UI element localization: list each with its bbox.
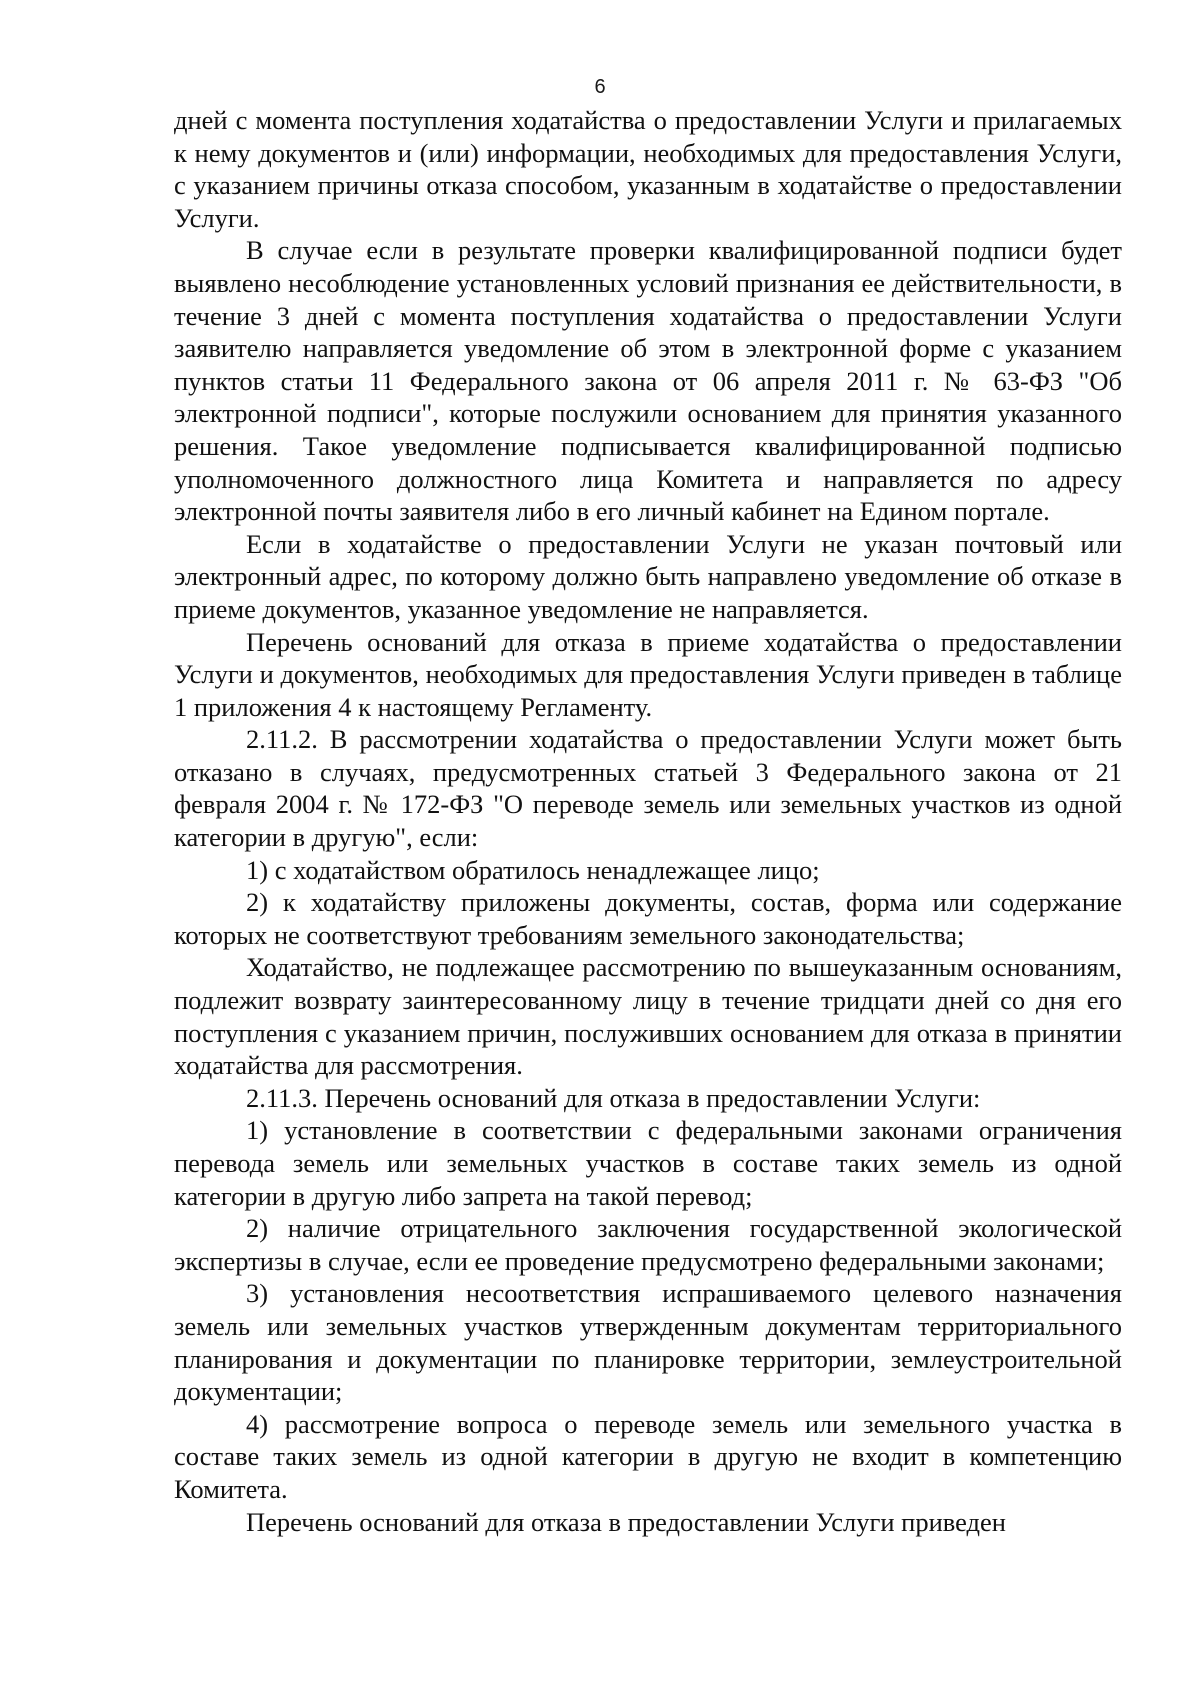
document-body (174, 104, 1122, 1538)
list-item: 2) наличие отрицательного заключения государственной экологической экспертизы в случае, если ее проведение предусмотрено федеральными законами; (174, 1213, 1122, 1276)
page-number: 6 (594, 76, 606, 98)
list-item: 1) установление в соответствии с федеральными законами ограничения перевода земель или земельных участков в составе таких земель из одной категории в другую либо запрета на такой перевод; (174, 1115, 1122, 1211)
section-heading: 2.11.3. Перечень оснований для отказа в предоставлении Услуги: (246, 1082, 981, 1113)
paragraph: дней с момента поступления ходатайства о предоставлении Услуги и прилагаемых к нему документов и (или) информации, необходимых для предоставления Услуги, с указанием причины отказа способом, указанным в ходатайстве о предоставлении Услуги. (174, 105, 1122, 233)
paragraph: Если в ходатайстве о предоставлении Услуги не указан почтовый или электронный адрес, по которому должно быть направлено уведомление об отказе в приеме документов, указанное уведомление не направляется. (174, 528, 1122, 624)
list-item: 2) к ходатайству приложены документы, состав, форма или содержание которых не соответствуют требованиям земельного законодательства; (174, 887, 1122, 950)
paragraph: Ходатайство, не подлежащее рассмотрению по вышеуказанным основаниям, подлежит возврату заинтересованному лицу в течение тридцати дней со дня его поступления с указанием причин, послуживших основанием для отказа в принятии ходатайства для рассмотрения. (174, 952, 1122, 1081)
paragraph: В случае если в результате проверки квалифицированной подписи будет выявлено несоблюдение установленных условий признания ее действительности, в течение 3 дней с момента поступления ходатайства о предоставлении Услуги заявителю направляется уведомление об этом в электронной форме с указанием пунктов статьи 11 Федерального закона от 06 апреля 2011 г. № 63-ФЗ "Об электронной подписи", которые послужили основанием для принятия указанного решения. Такое уведомление подписывается квалифицированной подписью уполномоченного должностного лица Комитета и направляется по адресу электронной почты заявителя либо в его личный кабинет на Едином портале. (174, 235, 1122, 527)
list-item: 1) с ходатайством обратилось ненадлежащее лицо; (246, 854, 820, 885)
paragraph: 2.11.2. В рассмотрении ходатайства о предоставлении Услуги может быть отказано в случаях, предусмотренных статьей 3 Федерального закона от 21 февраля 2004 г. № 172-ФЗ "О переводе земель или земельных участков из одной категории в другую", если: (174, 724, 1122, 853)
paragraph: Перечень оснований для отказа в приеме ходатайства о предоставлении Услуги и документов, необходимых для предоставления Услуги приведен в таблице 1 приложения 4 к настоящему Регламенту. (174, 626, 1122, 722)
list-item: 4) рассмотрение вопроса о переводе земель или земельного участка в составе таких земель из одной категории в другую не входит в компетенцию Комитета. (174, 1408, 1122, 1504)
paragraph: Перечень оснований для отказа в предоставлении Услуги приведен (246, 1506, 1006, 1537)
list-item: 3) установления несоответствия испрашиваемого целевого назначения земель или земельных участков утвержденным документам территориального планирования и документации по планировке территории, землеустроительной документации; (174, 1278, 1122, 1407)
